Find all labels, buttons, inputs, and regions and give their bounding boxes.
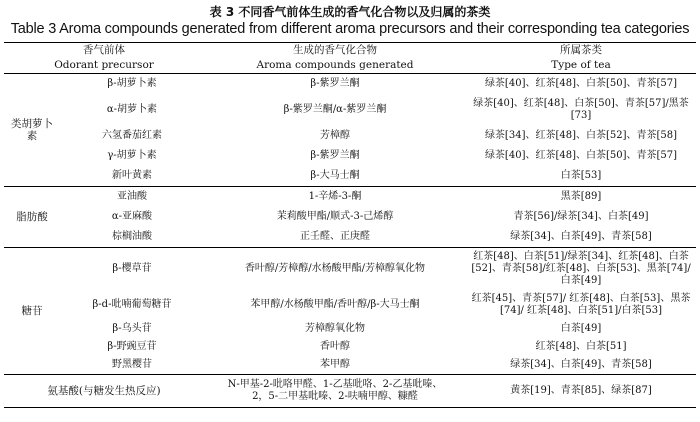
compound-cell: 1-辛烯-3-酮	[204, 187, 466, 208]
header-compounds-cn: 生成的香气化合物	[204, 43, 466, 59]
tea-cell: 绿茶[40]、红茶[48]、白茶[50]、青茶[57]	[484, 150, 678, 161]
tea-cell: 红茶[45]、青茶[57]/ 红茶[48]、白茶[53]、黑茶[74]/ 红茶[48]、白茶[51]/白茶[53]	[471, 293, 691, 316]
tea-cell: 绿茶[34]、白茶[49]、青茶[58]	[510, 359, 652, 370]
category-cell: 类胡萝卜素	[4, 74, 60, 187]
compound-cell: 芳樟醇氧化物	[305, 323, 365, 334]
tea-cell: 红茶[48]、白茶[51]/绿茶[34]、红茶[48]、白茶[52]、青茶[58]/红茶[48]、白茶[53]、黑茶[74]/白茶[49]	[466, 248, 696, 291]
category-cell: 脂肪酸	[4, 187, 60, 248]
table-row	[4, 187, 696, 208]
tea-cell: 青茶[56]/绿茶[34]、白茶[49]	[513, 211, 649, 222]
tea-cell: 绿茶[40]、红茶[48]、白茶[50]、青茶[57]	[466, 74, 696, 95]
table-row	[4, 338, 696, 356]
precursor-cell: β-野豌豆苷	[107, 341, 157, 352]
compound-cell: 芳樟醇	[320, 130, 350, 141]
category-cell: 糖苷	[4, 248, 60, 375]
compound-cell: 香叶醇	[320, 341, 350, 352]
compound-cell: 正壬醛、正庚醛	[300, 231, 370, 242]
precursor-cell: 棕榈油酸	[112, 231, 152, 242]
table-row	[4, 166, 696, 187]
table-title-chinese: 表 3 不同香气前体生成的香气化合物以及归属的茶类	[209, 5, 491, 19]
compound-cell: 香叶醇/芳樟醇/水杨酸甲酯/芳樟醇氧化物	[204, 248, 466, 291]
compound-line: N-甲基-2-吡咯甲醛、1-乙基吡咯、2-乙基吡嗪、	[227, 379, 443, 390]
tea-cell: 红茶[48]、白茶[51]	[535, 341, 627, 352]
precursor-cell: β-d-吡喃葡萄糖苷	[92, 299, 172, 310]
aroma-table	[4, 42, 696, 408]
header-precursor-en: Odorant precursor	[4, 58, 204, 74]
compound-cell: 苯甲醇	[320, 359, 350, 370]
compound-cell	[204, 375, 466, 408]
precursor-cell: 亚油酸	[60, 187, 204, 208]
precursor-cell: β-乌头苷	[112, 323, 152, 334]
compound-cell: β-紫罗兰酮/α-紫罗兰酮	[283, 104, 387, 115]
header-tea-en: Type of tea	[466, 58, 696, 74]
table-row	[4, 207, 696, 227]
tea-cell: 白茶[53]	[560, 170, 602, 181]
group-glycosides	[4, 248, 696, 375]
group-fatty-acids	[4, 187, 696, 248]
header-tea-cn: 所属茶类	[466, 43, 696, 59]
precursor-cell: α-胡萝卜素	[106, 104, 158, 115]
table-title-english: Table 3 Aroma compounds generated from different aroma precursors and their corresponding tea categories	[10, 21, 690, 37]
precursor-cell: β-樱草苷	[60, 248, 204, 291]
table-row	[4, 94, 696, 126]
group-carotenoids	[4, 74, 696, 187]
table-row	[4, 227, 696, 248]
precursor-cell: α-亚麻酸	[111, 211, 153, 222]
table-row	[4, 146, 696, 166]
compound-cell: β-紫罗兰酮	[310, 150, 360, 161]
tea-cell: 白茶[49]	[560, 323, 602, 334]
precursor-cell: 六氢番茄红素	[102, 130, 162, 141]
compound-cell: 苯甲醇/水杨酸甲酯/香叶醇/β-大马士酮	[250, 299, 420, 310]
tea-cell: 黄茶[19]、青茶[85]、绿茶[87]	[466, 375, 696, 408]
table-row	[4, 356, 696, 375]
group-amino-acids	[4, 375, 696, 408]
precursor-cell: 野黑樱苷	[112, 359, 152, 370]
precursor-cell: β-胡萝卜素	[60, 74, 204, 95]
table-row	[4, 320, 696, 338]
table-row	[4, 290, 696, 320]
tea-cell: 绿茶[40]、红茶[48]、白茶[50]、青茶[57]/黑茶[73]	[473, 98, 689, 121]
precursor-cell: γ-胡萝卜素	[107, 150, 157, 161]
table-row	[4, 74, 696, 95]
category-cell: 氨基酸(与糖发生热反应)	[4, 375, 204, 408]
compound-line: 2，5-二甲基吡嗪、2-呋喃甲醇、糠醛	[252, 391, 418, 402]
table-row	[4, 248, 696, 291]
header-precursor-cn: 香气前体	[4, 43, 204, 59]
header-compounds-en: Aroma compounds generated	[204, 58, 466, 74]
tea-cell: 绿茶[34]、红茶[48]、白茶[52]、青茶[58]	[484, 130, 678, 141]
precursor-cell: 新叶黄素	[112, 170, 152, 181]
tea-cell: 绿茶[34]、白茶[49]、青茶[58]	[510, 231, 652, 242]
compound-cell: 茉莉酸甲酯/顺式-3-己烯醇	[276, 211, 394, 222]
compound-cell: β-紫罗兰酮	[204, 74, 466, 95]
table-row	[4, 375, 696, 408]
tea-cell: 黑茶[89]	[466, 187, 696, 208]
table-row	[4, 126, 696, 146]
compound-cell: β-大马士酮	[310, 170, 360, 181]
